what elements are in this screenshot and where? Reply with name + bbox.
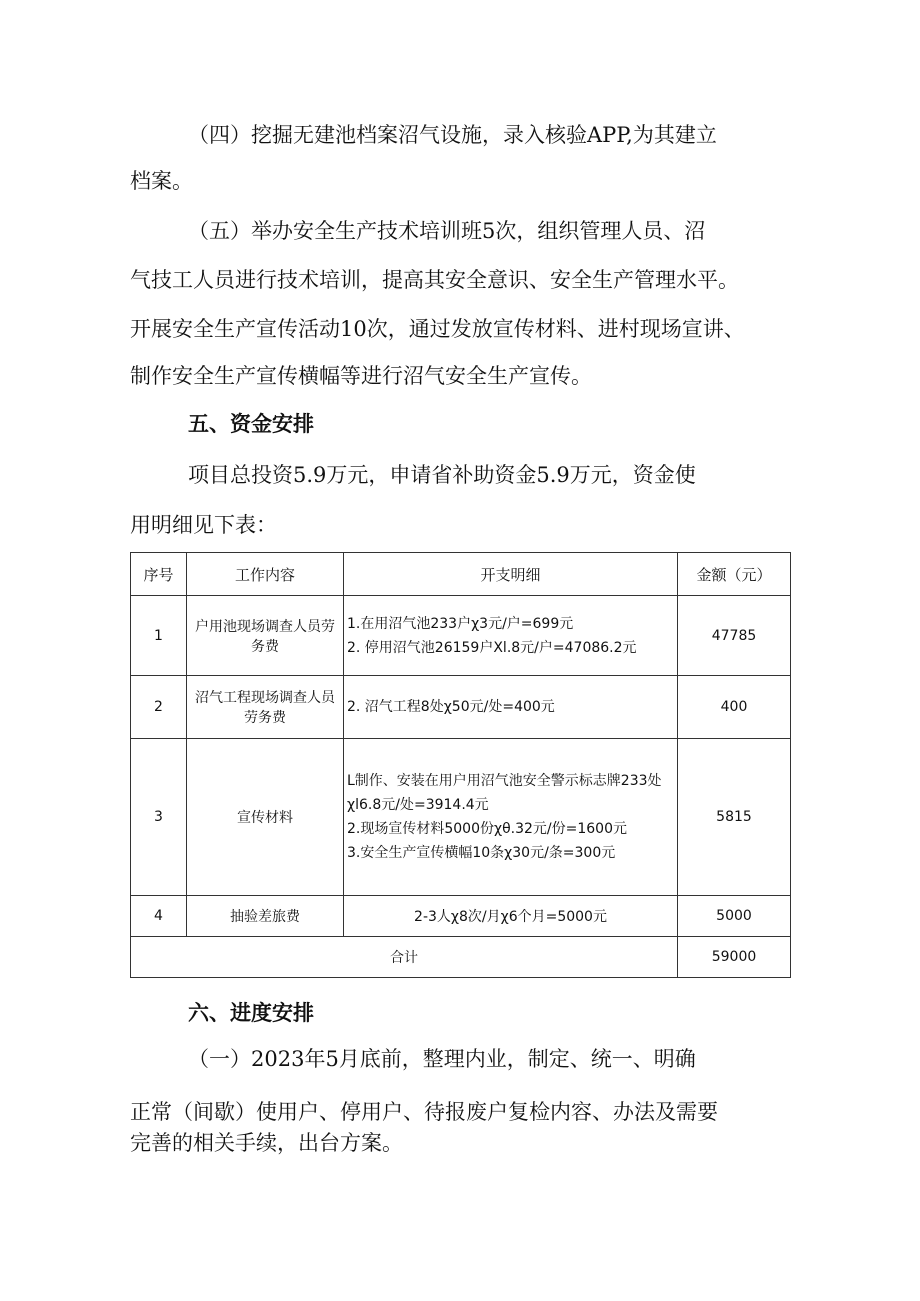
row-amount: 47785 [678,596,791,676]
section-heading-schedule: 六、进度安排 [188,1000,314,1025]
header-amount: 金额（元） [678,553,791,596]
detail-line: 2.现场宣传材料5000份χθ.32元/份=1600元 [347,821,627,837]
row-content: 宣传材料 [187,739,344,896]
row-amount: 5815 [678,739,791,896]
schedule-item-1-line-2: 正常（间歇）使用户、停用户、待报废户复检内容、办法及需要 [130,1100,718,1124]
paragraph-5-line-4: 制作安全生产宣传横幅等进行沼气安全生产宣传。 [130,364,592,388]
schedule-item-1-line-3: 完善的相关手续，出台方案。 [130,1131,403,1155]
row-amount: 400 [678,676,791,739]
schedule-item-1-line-1: （一）2023年5月底前，整理内业，制定、统一、明确 [188,1047,696,1071]
budget-table [130,552,791,978]
paragraph-4-line-2: 档案。 [130,169,193,193]
detail-line: 2. 停用沼气池26159户Xl.8元/户=47086.2元 [347,639,637,656]
row-details [344,596,678,676]
row-no: 3 [131,739,187,896]
row-content: 抽验差旅费 [187,896,344,937]
header-details: 开支明细 [344,553,678,596]
table-total-row [131,937,791,978]
table-row [131,596,791,676]
detail-line: 3.安全生产宣传横幅10条χ30元/条=300元 [347,845,616,861]
table-header-row [131,553,791,596]
paragraph-5-line-3: 开展安全生产宣传活动10次，通过发放宣传材料、进村现场宣讲、 [130,317,745,341]
paragraph-4-line-1: （四）挖掘无建池档案沼气设施，录入核验APP,为其建立 [188,123,717,147]
row-no: 1 [131,596,187,676]
row-details [344,739,678,896]
total-label: 合计 [131,937,678,978]
funding-paragraph-line-2: 用明细见下表： [130,513,277,537]
detail-line: 2. 沼气工程8处χ50元/处=400元 [347,699,555,715]
table-row [131,896,791,937]
paragraph-5-line-2: 气技工人员进行技术培训，提高其安全意识、安全生产管理水平。 [130,268,739,292]
row-content: 沼气工程现场调查人员劳务费 [187,676,344,739]
funding-paragraph-line-1: 项目总投资5.9万元，申请省补助资金5.9万元，资金使 [188,463,696,487]
table-row [131,676,791,739]
row-no: 2 [131,676,187,739]
detail-line: L制作、安装在用户用沼气池安全警示标志牌233处χl6.8元/处=3914.4元 [347,773,662,813]
row-content: 户用池现场调查人员劳务费 [187,596,344,676]
row-amount: 5000 [678,896,791,937]
row-details [344,676,678,739]
header-content: 工作内容 [187,553,344,596]
detail-line: 1.在用沼气池233户χ3元/户=699元 [347,615,574,632]
table-row [131,739,791,896]
section-heading-funding: 五、资金安排 [188,411,314,436]
row-details [344,896,678,937]
row-no: 4 [131,896,187,937]
total-amount: 59000 [678,937,791,978]
paragraph-5-line-1: （五）举办安全生产技术培训班5次，组织管理人员、沼 [188,219,706,243]
detail-line: 2-3人χ8次/月χ6个月=5000元 [414,909,607,925]
header-no: 序号 [131,553,187,596]
